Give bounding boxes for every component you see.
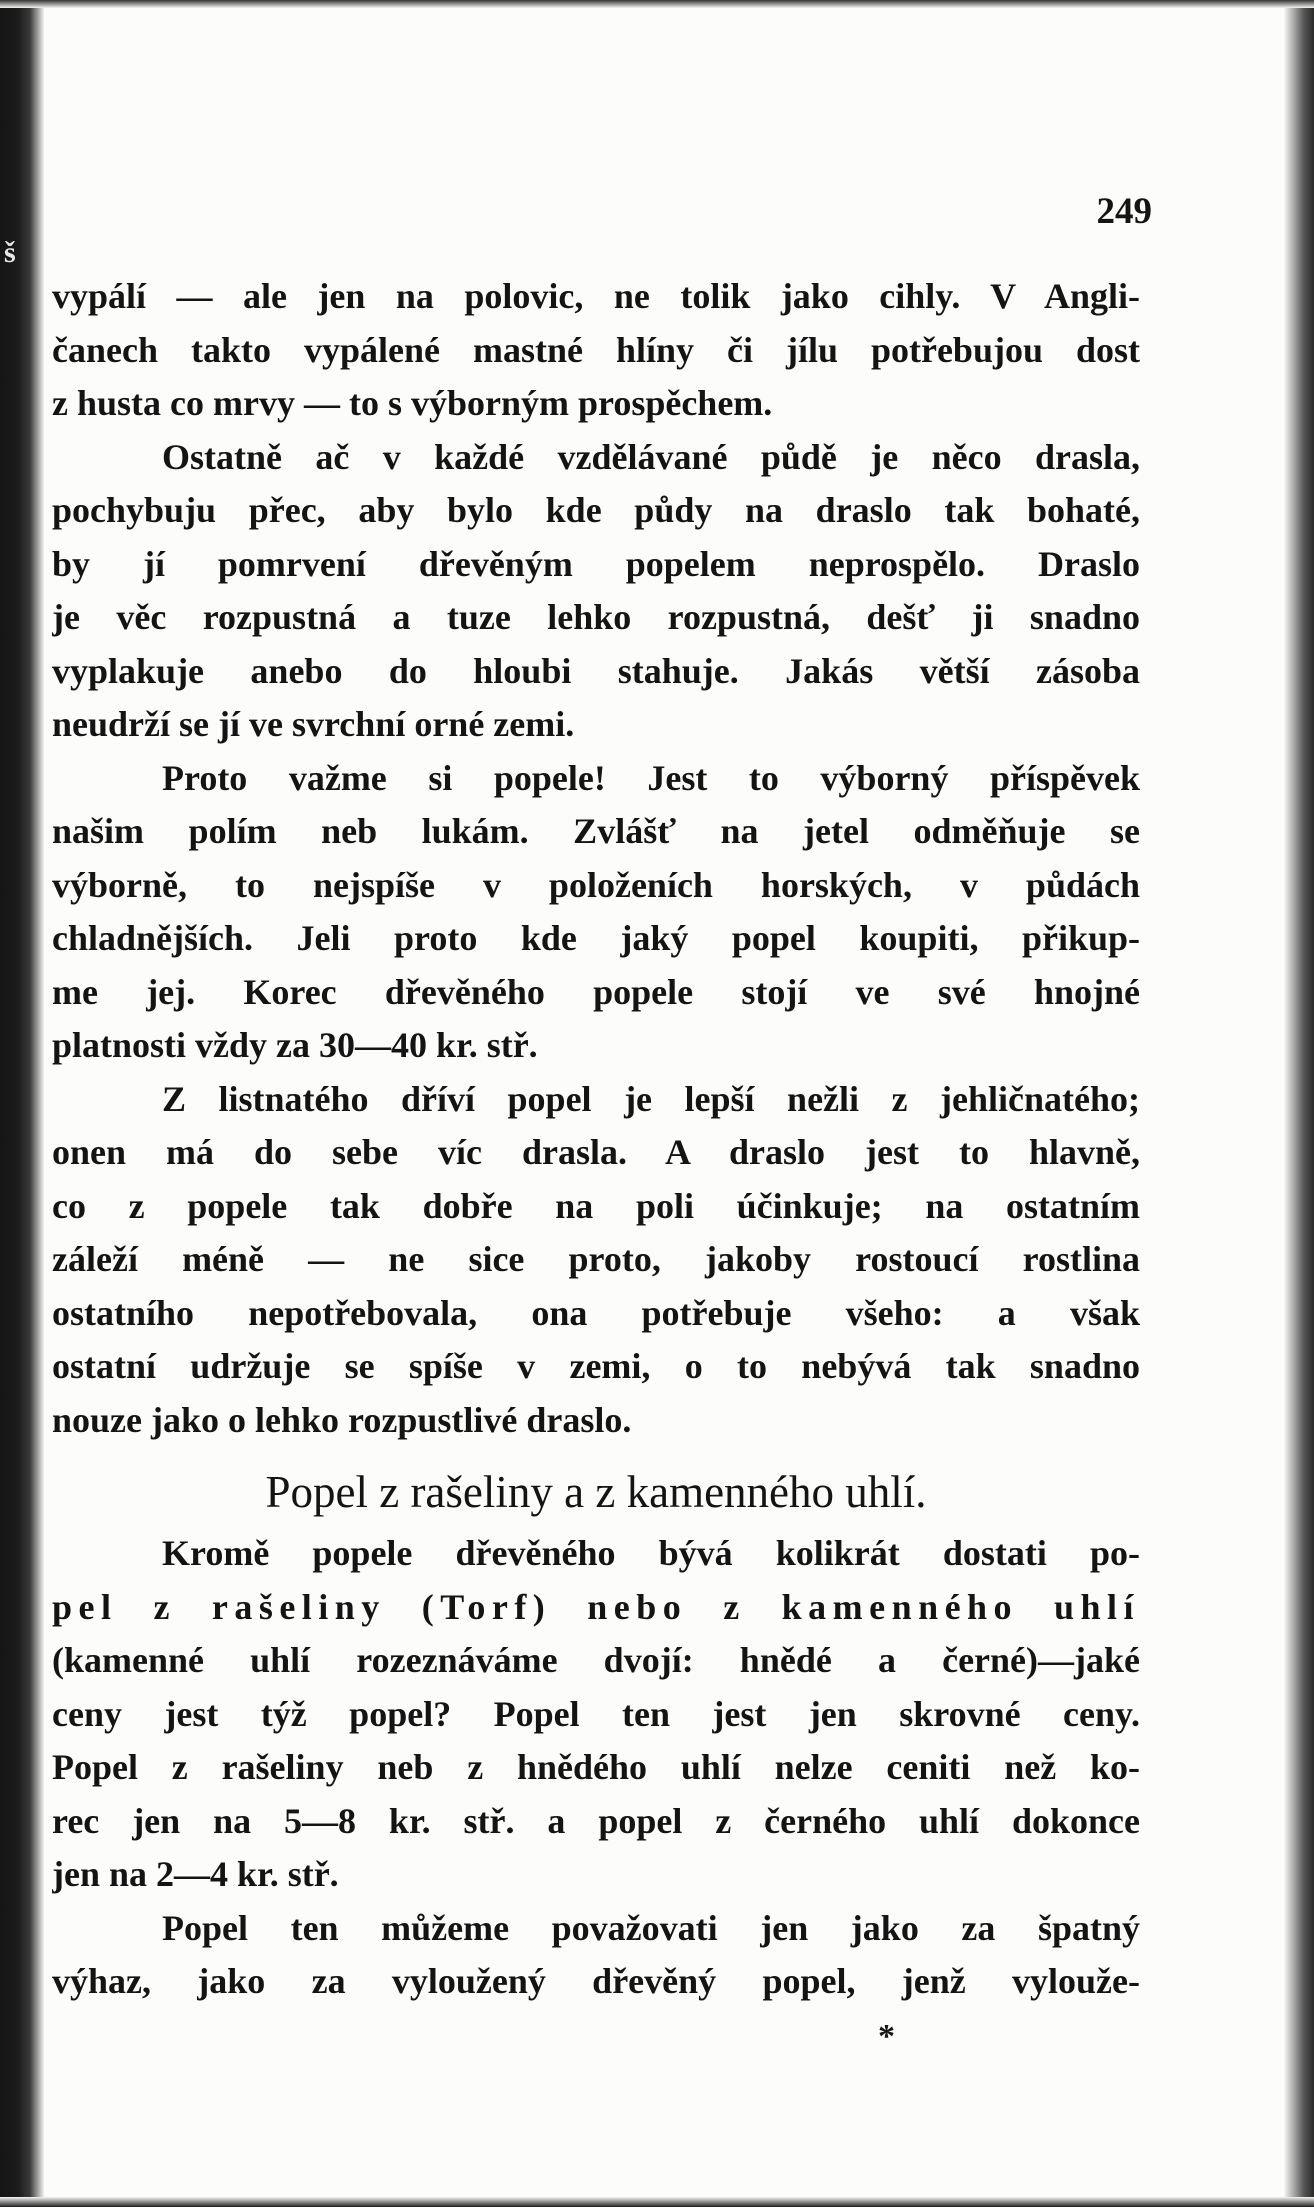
text-line: je věc rozpustná a tuze lehko rozpustná, dešť ji snadno (52, 597, 1140, 637)
text-line: Popel z rašeliny neb z hnědého uhlí nelze ceniti než ko- (52, 1747, 1140, 1787)
text-line: co z popele tak dobře na poli účinkuje; na ostatním (52, 1185, 1140, 1226)
text-line: ostatní udržuje se spíše v zemi, o to nebývá tak snadno (52, 1346, 1140, 1386)
text-line: nouze jako o lehko rozpustlivé draslo. (52, 1399, 632, 1440)
text-line: jen na 2—4 kr. stř. (52, 1854, 339, 1894)
text-line: záleží méně — ne sice proto, jakoby rostoucí rostlina (52, 1239, 1140, 1279)
text-line: vyplakuje anebo do hloubi stahuje. Jakás větší zásoba (52, 650, 1140, 691)
section-heading: Popel z rašeliny a z kamenného uhlí. (265, 1467, 927, 1517)
text-line: pel z rašeliny (Torf) nebo z kamenného uhlí (52, 1586, 1140, 1627)
text-line: z husta co mrvy — to s výborným prospěchem. (52, 383, 773, 423)
text-line: platnosti vždy za 30—40 kr. stř. (52, 1025, 538, 1065)
text-line: Proto važme si popele! Jest to výborný příspěvek (162, 757, 1140, 798)
text-line: Z listnatého dříví popel je lepší nežli z jehličnatého; (162, 1078, 1140, 1119)
text-line: neudrží se jí ve svrchní orné zemi. (52, 704, 575, 744)
text-line: (kamenné uhlí rozeznáváme dvojí: hnědé a černé)—jaké (52, 1640, 1140, 1680)
text-line: Popel ten můžeme považovati jen jako za špatný (162, 1907, 1140, 1948)
signature-mark: * (878, 2018, 895, 2055)
text-line: me jej. Korec dřevěného popele stojí ve své hnojné (52, 971, 1140, 1012)
text-line: našim polím neb lukám. Zvlášť na jetel odměňuje se (52, 811, 1140, 851)
text-line: Ostatně ač v každé vzdělávané půdě je něco drasla, (162, 436, 1140, 477)
text-line: čanech takto vypálené mastné hlíny či jílu potřebujou dost (52, 329, 1140, 370)
text-line: rec jen na 5—8 kr. stř. a popel z černého uhlí dokonce (52, 1800, 1140, 1841)
text-line: onen má do sebe víc drasla. A draslo jest to hlavně, (52, 1132, 1140, 1172)
page-edge-left (0, 0, 44, 2207)
text-line: by jí pomrvení dřevěným popelem neprospělo. Draslo (52, 543, 1140, 584)
text-line: pochybuju přec, aby bylo kde půdy na draslo tak bohaté, (52, 490, 1140, 530)
margin-mark: š (4, 236, 16, 269)
text-line: výhaz, jako za vyloužený dřevěný popel, jenž vylouže- (52, 1961, 1140, 2001)
text-line: chladnějších. Jeli proto kde jaký popel koupiti, přikup- (52, 918, 1140, 958)
page-edge-bottom (0, 2197, 1314, 2207)
body-text (52, 270, 1140, 2009)
text-line: ostatního nepotřebovala, ona potřebuje všeho: a však (52, 1292, 1140, 1333)
text-line: ceny jest týž popel? Popel ten jest jen skrovné ceny. (52, 1693, 1140, 1734)
page-edge-top (0, 0, 1314, 8)
text-line: výborně, to nejspíše v položeních horských, v půdách (52, 864, 1140, 905)
text-line: Kromě popele dřevěného bývá kolikrát dostati po- (162, 1533, 1140, 1573)
text-line: vypálí — ale jen na polovic, ne tolik jako cihly. V Angli- (52, 276, 1140, 316)
page-edge-right (1284, 0, 1314, 2207)
page-number: 249 (1096, 191, 1152, 232)
